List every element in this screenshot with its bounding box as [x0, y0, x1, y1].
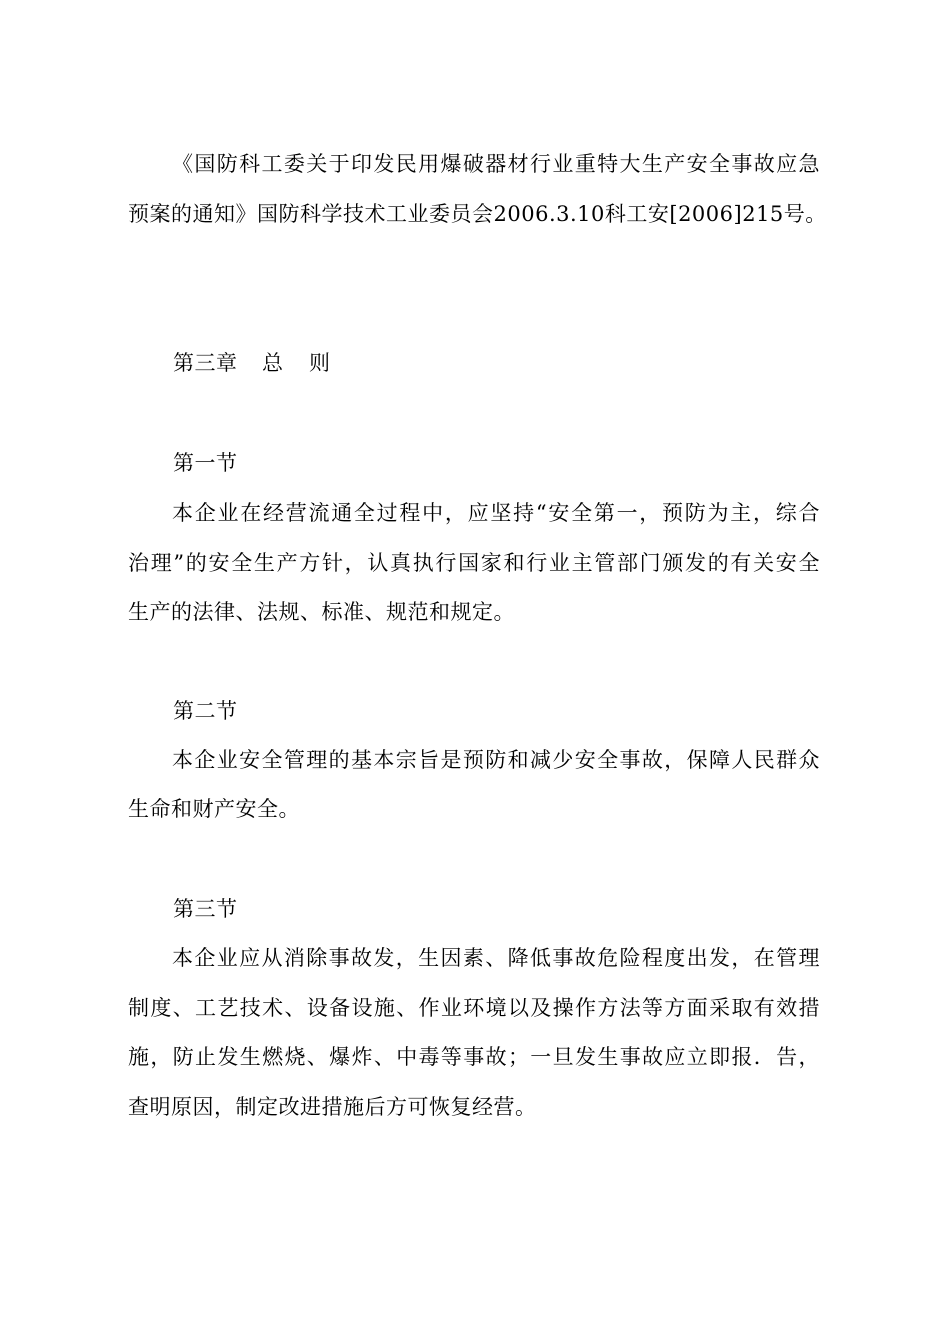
- reference-line-1: 《国防科工委关于印发民用爆破器材行业重特大生产安全事故应急: [172, 152, 820, 176]
- section-1-line-3: 生产的法律、法规、标准、规范和规定。: [128, 600, 515, 624]
- chapter-title-char-2: 则: [309, 351, 331, 375]
- chapter-title-char-1: 总: [262, 351, 284, 375]
- section-2-line-1: 本企业安全管理的基本宗旨是预防和减少安全事故，保障人民群众: [172, 748, 820, 772]
- section-1-heading: 第一节: [173, 451, 238, 475]
- section-3-line-2: 制度、工艺技术、设备设施、作业环境以及操作方法等方面采取有效措: [128, 996, 820, 1020]
- section-3-heading: 第三节: [173, 897, 238, 921]
- section-3-line-3: 施，防止发生燃烧、爆炸、中毒等事故；一旦发生事故应立即报．告，: [128, 1045, 820, 1069]
- section-3-line-4: 查明原因，制定改进措施后方可恢复经营。: [128, 1095, 537, 1119]
- section-1-line-2: 治理”的安全生产方针，认真执行国家和行业主管部门颁发的有关安全: [128, 551, 820, 575]
- section-1-line-1: 本企业在经营流通全过程中，应坚持“安全第一，预防为主，综合: [172, 501, 820, 525]
- chapter-number: 第三章: [173, 351, 238, 375]
- section-3-line-1: 本企业应从消除事故发，生因素、降低事故危险程度出发，在管理: [172, 946, 820, 970]
- section-2-heading: 第二节: [173, 699, 238, 723]
- section-2-line-2: 生命和财产安全。: [128, 797, 300, 821]
- reference-line-2: 预案的通知》国防科学技术工业委员会2006.3.10科工安[2006]215号。: [128, 202, 827, 226]
